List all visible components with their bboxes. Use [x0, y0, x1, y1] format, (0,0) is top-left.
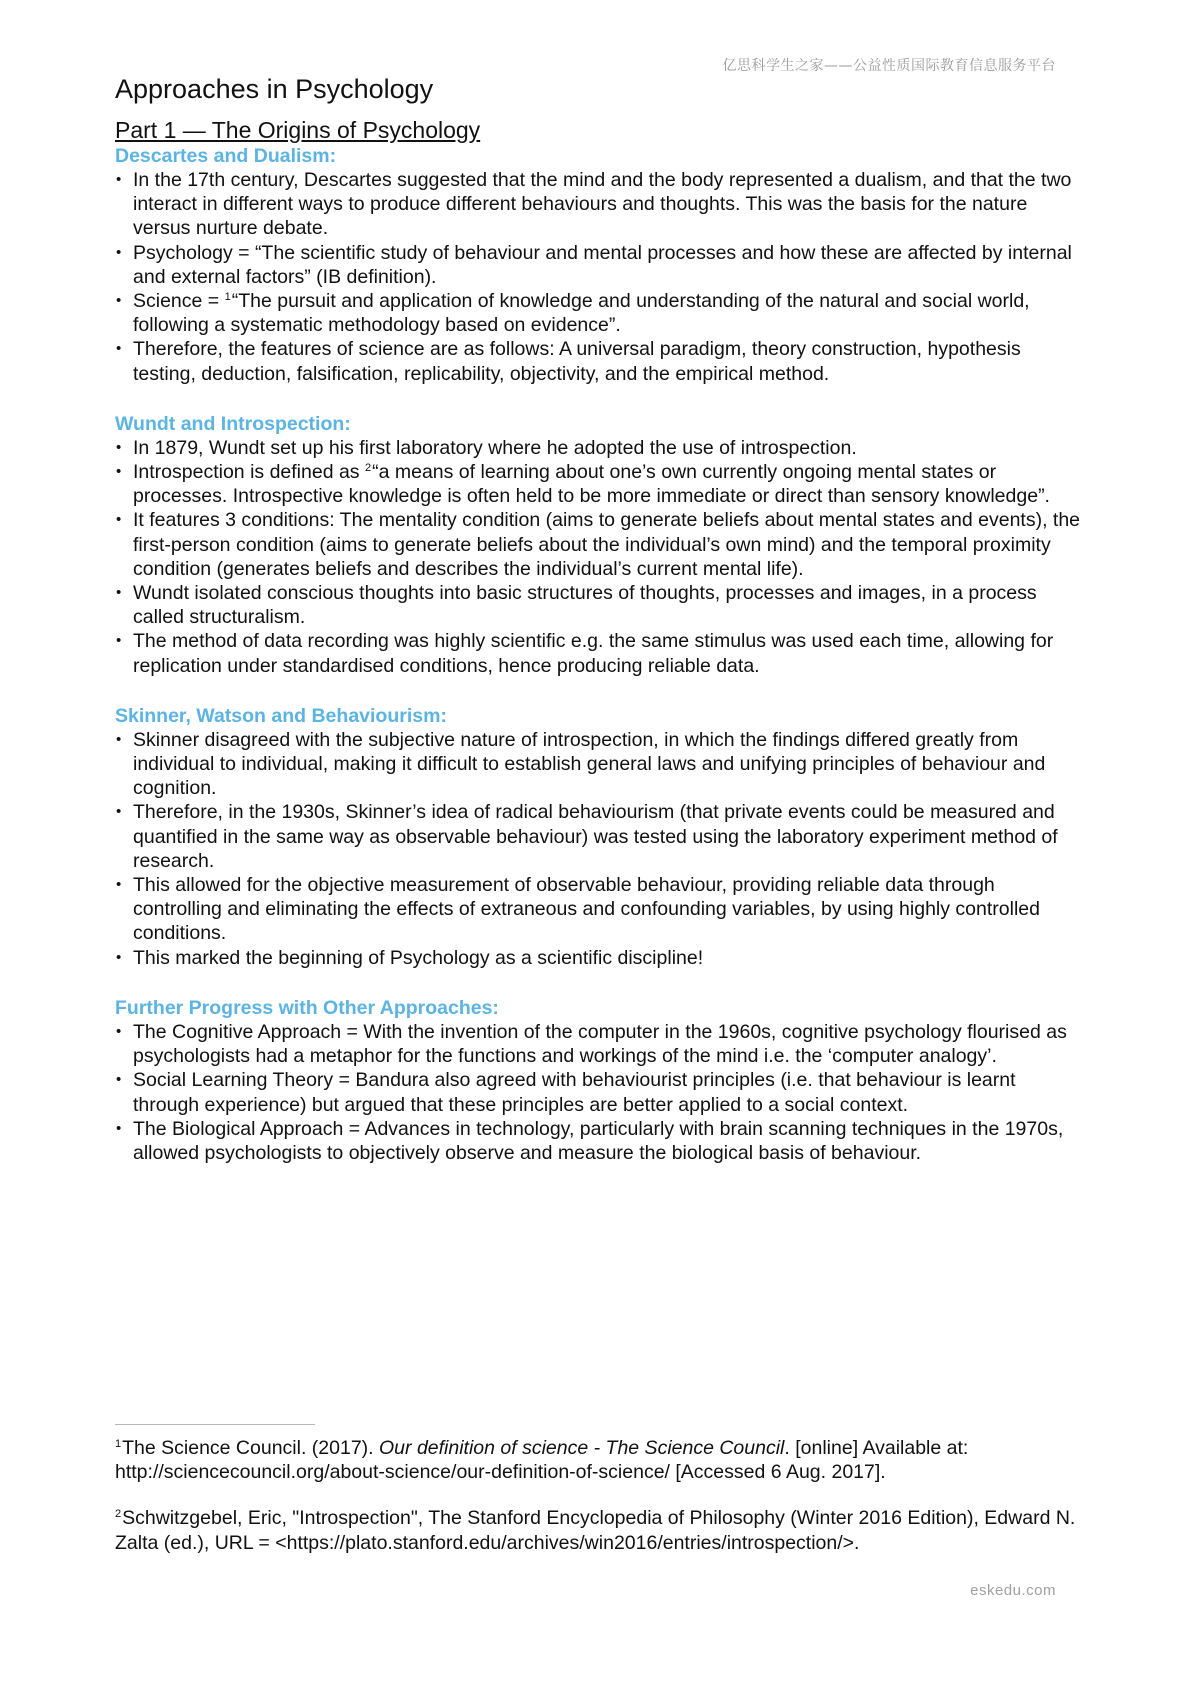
bullet-list — [115, 728, 1085, 970]
section-heading: Wundt and Introspection: — [115, 412, 351, 435]
bullet-item — [115, 337, 1085, 385]
watermark-bottom: eskedu.com — [970, 1582, 1056, 1599]
part-title: Part 1 — The Origins of Psychology — [115, 117, 481, 143]
bullet-item — [115, 1020, 1085, 1068]
bullet-item — [115, 946, 1085, 970]
footnote — [115, 1506, 1085, 1554]
bullet-item — [115, 241, 1085, 289]
bullet-item — [115, 629, 1085, 677]
bullet-item — [115, 873, 1085, 946]
bullet-item — [115, 800, 1085, 873]
bullet-text: In the 17th century, Descartes suggested that the mind and the body represented a dualism, and that the two interact in different ways to produce different behaviours and thoughts. This was the basis for the nature versus nurture debate. — [133, 169, 1072, 240]
footnote-title: Our definition of science - The Science Council — [379, 1437, 785, 1459]
document-body — [115, 72, 1085, 1191]
bullet-item — [115, 289, 1085, 337]
bullet-text: The Cognitive Approach = With the invention of the computer in the 1960s, cognitive psychology flourised as psychologists had a metaphor for the functions and workings of the mind i.e. the ‘computer analogy’. — [133, 1020, 1067, 1068]
document-title: Approaches in Psychology — [115, 74, 434, 104]
footnote-text: Schwitzgebel, Eric, "Introspection", The Stanford Encyclopedia of Philosophy (Winter 2016 Edition), Edward N. Zalta (ed.), URL = <https://plato.stanford.edu/archives/win2016/entries/introspection/>. — [115, 1507, 1076, 1554]
bullet-item — [115, 168, 1085, 241]
bullet-text: In 1879, Wundt set up his first laboratory where he adopted the use of introspection. — [133, 436, 857, 459]
bullet-text: The Biological Approach = Advances in technology, particularly with brain scanning techniques in the 1970s, allowed psychologists to objectively observe and measure the biological basis of behaviour. — [133, 1117, 1064, 1164]
bullet-text: This allowed for the objective measurement of observable behaviour, providing reliable data through controlling and eliminating the effects of extraneous and confounding variables, by using highly controlled conditions. — [133, 874, 1040, 945]
bullet-item — [115, 460, 1085, 508]
bullet-item — [115, 436, 1085, 460]
bullet-list — [115, 1020, 1085, 1165]
bullet-text: “a means of learning about one’s own currently ongoing mental states or processes. Introspective knowledge is often held to be more immediate or direct than sensory knowledge”. — [133, 461, 1050, 508]
bullet-item — [115, 728, 1085, 801]
section-heading: Further Progress with Other Approaches: — [115, 996, 499, 1019]
bullet-text: Skinner disagreed with the subjective nature of introspection, in which the findings differed greatly from individual to individual, making it difficult to establish general laws and unifying principles of behaviour and cognition. — [133, 728, 1046, 800]
footnotes — [115, 1436, 1085, 1577]
section — [115, 704, 1085, 970]
bullet-text: Social Learning Theory = Bandura also agreed with behaviourist principles (i.e. that behaviour is learnt through experience) but argued that these principles are better applied to a social context. — [133, 1069, 1016, 1116]
footnote — [115, 1436, 1085, 1484]
sections-container — [115, 144, 1085, 1165]
watermark-top: 亿思科学生之家——公益性质国际教育信息服务平台 — [722, 58, 1056, 74]
section — [115, 412, 1085, 678]
footnote-divider — [115, 1424, 315, 1425]
bullet-text: “The pursuit and application of knowledge and understanding of the natural and social world, following a systematic methodology based on evidence”. — [133, 290, 1030, 337]
bullet-item — [115, 508, 1085, 581]
footnote-number: 2 — [115, 1508, 122, 1521]
section — [115, 996, 1085, 1165]
bullet-text: The method of data recording was highly scientific e.g. the same stimulus was used each time, allowing for replication under standardised conditions, hence producing reliable data. — [133, 630, 1054, 677]
bullet-item — [115, 1068, 1085, 1116]
section-heading: Descartes and Dualism: — [115, 145, 337, 167]
bullet-text: It features 3 conditions: The mentality condition (aims to generate beliefs about mental states and events), the first-person condition (aims to generate beliefs about the individual’s own mind) and the temporal proximity condition (generates beliefs and describes the individual’s current mental life). — [133, 509, 1081, 580]
bullet-list — [115, 168, 1085, 386]
section — [115, 144, 1085, 386]
bullet-text: Therefore, the features of science are as follows: A universal paradigm, theory construction, hypothesis testing, deduction, falsification, replicability, objectivity, and the empirical method. — [133, 338, 1021, 385]
footnote-text: The Science Council. (2017). — [122, 1437, 380, 1459]
bullet-list — [115, 436, 1085, 678]
bullet-prefix: Science = — [133, 290, 225, 313]
bullet-text: Psychology = “The scientific study of behaviour and mental processes and how these are affected by internal and external factors” (IB definition). — [133, 241, 1072, 288]
bullet-text: Wundt isolated conscious thoughts into basic structures of thoughts, processes and images, in a process called structuralism. — [133, 582, 1037, 629]
footnote-number: 1 — [115, 1438, 122, 1450]
bullet-item — [115, 581, 1085, 629]
bullet-item — [115, 1117, 1085, 1165]
bullet-text: Therefore, in the 1930s, Skinner’s idea of radical behaviourism (that private events could be measured and quantified in the same way as observable behaviour) was tested using the laboratory experiment method of research. — [133, 801, 1058, 872]
footnote-text-after: . [online] Available at: http://sciencecouncil.org/about-science/our-definition-of-science/ [Accessed 6 Aug. 2017]. — [115, 1437, 969, 1484]
section-heading: Skinner, Watson and Behaviourism: — [115, 704, 447, 727]
footnote-marker: 2 — [364, 462, 372, 475]
bullet-text: This marked the beginning of Psychology as a scientific discipline! — [133, 946, 704, 969]
bullet-prefix: Introspection is defined as — [133, 461, 365, 484]
footnote-marker: 1 — [224, 291, 231, 304]
